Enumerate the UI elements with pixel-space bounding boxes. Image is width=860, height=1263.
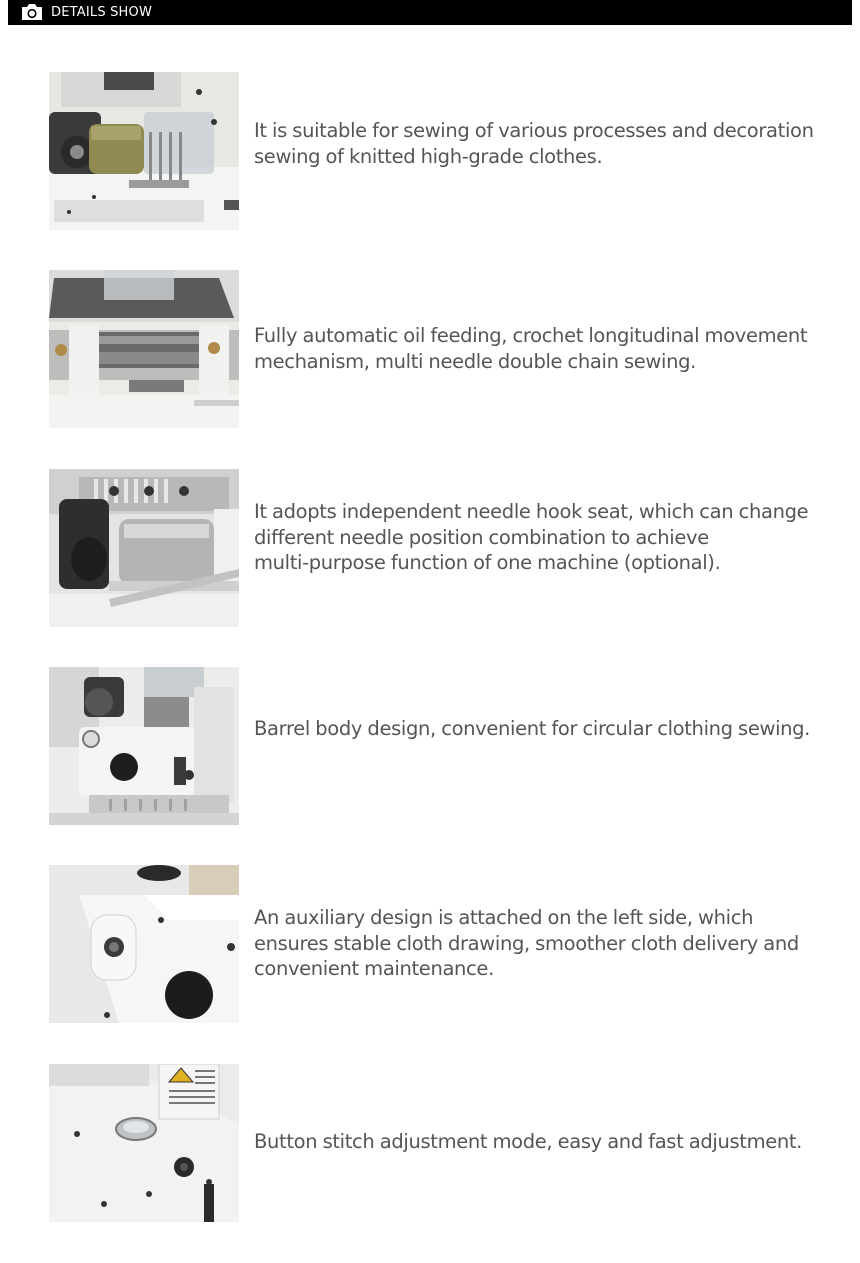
auxiliary-roller-photo	[49, 865, 239, 1023]
stitch-adjust-button-photo	[49, 1064, 239, 1222]
detail-description: It is suitable for sewing of various processes and decoration sewing of knitted high-grade clothes.	[254, 119, 814, 168]
section-title: DETAILS SHOW	[51, 5, 153, 20]
detail-item-needle-hook-seat	[49, 469, 839, 627]
camera-icon	[20, 2, 44, 22]
detail-item-barrel-body	[49, 667, 839, 825]
detail-description: It adopts independent needle hook seat, which can change different needle position combination to achieve multi-purpose function of one machine (optional).	[254, 500, 809, 574]
detail-item-auxiliary-design	[49, 865, 839, 1023]
detail-item-stitch-adjustment	[49, 1064, 839, 1222]
oil-feeding-mechanism-photo	[49, 270, 239, 428]
section-header	[8, 0, 852, 25]
needle-hook-seat-photo	[49, 469, 239, 627]
detail-description: An auxiliary design is attached on the left side, which ensures stable cloth drawing, smoother cloth delivery and convenient maintenance.	[254, 906, 799, 980]
detail-item-oil-feeding	[49, 270, 839, 428]
detail-item-sewing-processes	[49, 72, 839, 230]
detail-description: Barrel body design, convenient for circular clothing sewing.	[254, 717, 811, 740]
barrel-body-photo	[49, 667, 239, 825]
detail-description: Fully automatic oil feeding, crochet longitudinal movement mechanism, multi needle double chain sewing.	[254, 324, 808, 373]
needle-presser-foot-photo	[49, 72, 239, 230]
detail-description: Button stitch adjustment mode, easy and fast adjustment.	[254, 1130, 803, 1153]
